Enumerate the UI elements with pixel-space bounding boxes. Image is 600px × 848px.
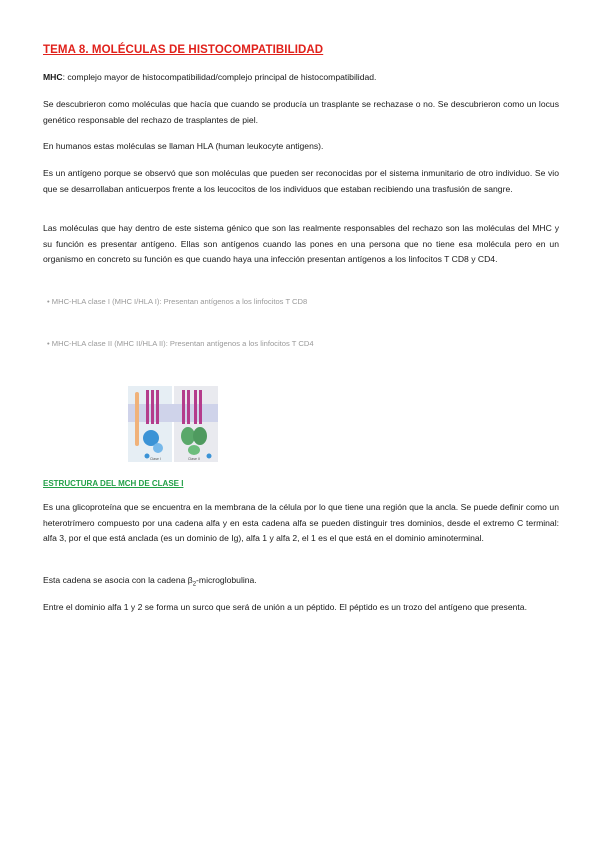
beta2m-text-after: -microglobulina.: [196, 575, 257, 585]
intro-definition: : complejo mayor de histocompatibilidad/complejo principal de histocompatibilidad.: [62, 72, 377, 82]
class-ii-peptide: [207, 454, 212, 459]
class-ii-helix: [182, 390, 185, 424]
paragraph-discovery: Se descubrieron como moléculas que hacía que cuando se producía un trasplante se rechazase o no. Se descubrieron como un locus genético responsable del rechazo de trasplantes de piel.: [43, 99, 559, 125]
class-i-helix: [151, 390, 154, 424]
beta2-microglobulin: [153, 443, 163, 453]
bullet-mhc-class-i: • MHC-HLA clase I (MHC I/HLA I): Presentan antígenos a los linfocitos T CD8: [47, 297, 308, 306]
bullet-mhc-class-ii: • MHC-HLA clase II (MHC II/HLA II): Presentan antígenos a los linfocitos T CD4: [47, 339, 314, 348]
beta2m-text-before: Esta cadena se asocia con la cadena β: [43, 575, 193, 585]
class-ii-beta-domain: [193, 427, 207, 445]
class-i-orange-chain: [135, 392, 139, 446]
class-ii-helix: [194, 390, 197, 424]
cell-membrane: [128, 404, 218, 422]
paragraph-groove: Entre el dominio alfa 1 y 2 se forma un surco que será de unión a un péptido. El péptido es un trozo del antígeno que presenta.: [43, 602, 527, 612]
paragraph-beta2m: [43, 573, 559, 593]
paragraph-hla: En humanos estas moléculas se llaman HLA (human leukocyte antigens).: [43, 141, 324, 151]
class-ii-label: Clase II: [188, 457, 200, 461]
page-title: TEMA 8. MOLÉCULAS DE HISTOCOMPATIBILIDAD: [43, 44, 324, 56]
class-i-peptide: [145, 454, 150, 459]
class-i-helix: [146, 390, 149, 424]
paragraph-glycoprotein: Es una glicoproteína que se encuentra en la membrana de la célula por lo que tiene una región que la ancla. Se puede definir como un heterotrímero compuesto por una cadena alfa y en esta cadena alfa se pueden distinguir tres dominios, desde el extremo C terminal: alfa 3, por el que está anclada (es un dominio de Ig), alfa 1 y alfa 2, el 1 es el que está en el dominio aminoterminal.: [43, 502, 559, 543]
class-ii-helix: [199, 390, 202, 424]
class-i-helix: [156, 390, 159, 424]
class-ii-alpha-domain: [181, 427, 195, 445]
paragraph-antigen: Es un antígeno porque se observó que son moléculas que pueden ser reconocidas por el sistema inmunitario de otro individuo. Se vio que se desarrollaban anticuerpos frente a los leucocitos de los individuos que estaban recibiendo una trasfusión de sangre.: [43, 168, 559, 194]
class-ii-lower-domain: [188, 445, 200, 455]
class-i-panel: [128, 386, 172, 462]
intro-term: MHC: [43, 72, 63, 82]
section-heading: ESTRUCTURA DEL MCH DE CLASE I: [43, 479, 184, 488]
paragraph-function: Las moléculas que hay dentro de este sistema génico que son las realmente responsables del rechazo son las moléculas del MHC y su función es presentar antígeno. Ellas son antígenos cuando las pones en una persona que no tiene esa molécula pero en un organismo en concreto su función es que cuando haya una infección presentan antígenos a los linfocitos T CD8 y CD4.: [43, 223, 559, 264]
mhc-structure-figure: [128, 386, 218, 462]
class-i-label: Clase I: [150, 457, 161, 461]
intro-paragraph: [43, 70, 559, 86]
class-ii-helix: [187, 390, 190, 424]
beta2m-subscript: 2: [192, 581, 197, 588]
